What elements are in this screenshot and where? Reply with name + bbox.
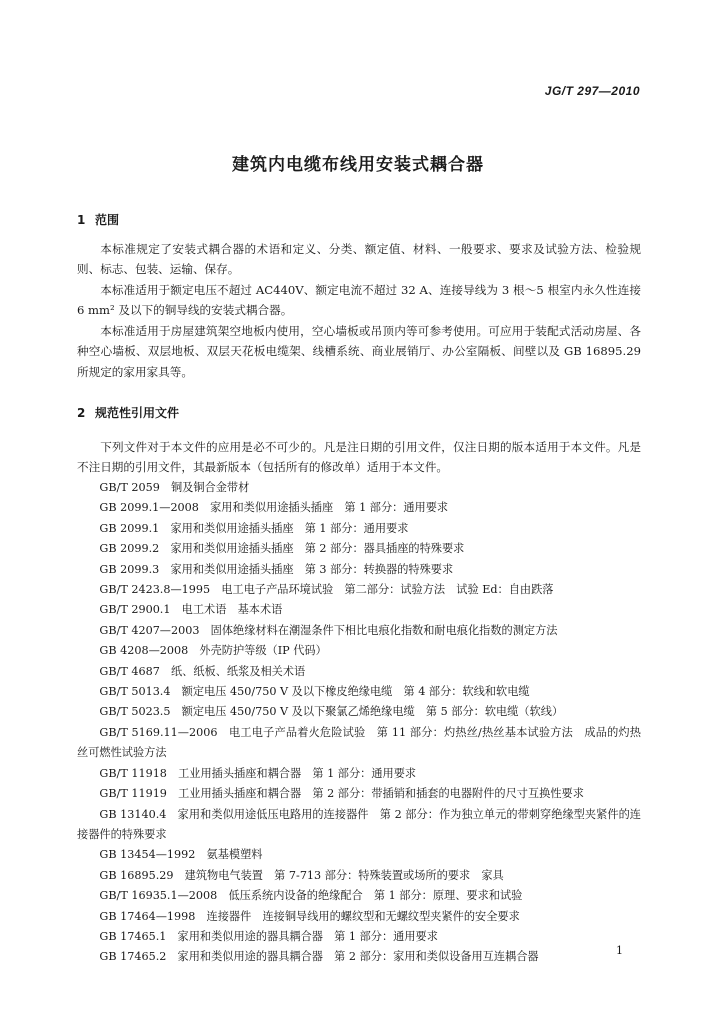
paragraph: 本标准规定了安装式耦合器的术语和定义、分类、额定值、材料、一般要求、要求及试验方法、检验规则、标志、包装、运输、保存。: [77, 242, 641, 277]
standard-code: JG/T 297—2010: [544, 84, 640, 98]
reference-item: GB 4208—2008 外壳防护等级（IP 代码）: [99, 644, 327, 658]
reference-item: GB/T 4207—2003 固体绝缘材料在潮湿条件下相比电痕化指数和耐电痕化指数的测定方法: [99, 623, 558, 637]
reference-item: GB 2099.1—2008 家用和类似用途插头插座 第 1 部分：通用要求: [99, 501, 449, 515]
reference-item: GB/T 5013.4 额定电压 450/750 V 及以下橡皮绝缘电缆 第 4 部分：软线和软电缆: [99, 685, 530, 699]
section-number: 2: [77, 406, 86, 420]
page-number: 1: [616, 944, 623, 957]
reference-item: GB/T 11918 工业用插头插座和耦合器 第 1 部分：通用要求: [99, 766, 417, 780]
reference-item: GB 17465.2 家用和类似用途的器具耦合器 第 2 部分：家用和类似设备用互连耦合器: [99, 950, 539, 964]
reference-list: [77, 478, 641, 968]
reference-item: GB 2099.2 家用和类似用途插头插座 第 2 部分：器具插座的特殊要求: [99, 542, 465, 556]
section-heading-normative-references: [77, 404, 179, 421]
reference-item: GB 2099.3 家用和类似用途插头插座 第 3 部分：转换器的特殊要求: [99, 562, 454, 576]
reference-item: GB 13140.4 家用和类似用途低压电路用的连接器件 第 2 部分：作为独立单元的带刺穿绝缘型夹紧件的连接器件的特殊要求: [77, 807, 641, 841]
reference-item: GB/T 2900.1 电工术语 基本术语: [99, 603, 283, 617]
paragraph: 下列文件对于本文件的应用是必不可少的。凡是注日期的引用文件，仅注日期的版本适用于本文件。凡是不注日期的引用文件，其最新版本（包括所有的修改单）适用于本文件。: [77, 440, 641, 475]
reference-item: GB 16895.29 建筑物电气装置 第 7-713 部分：特殊装置或场所的要求 家具: [99, 868, 504, 882]
section-number: 1: [77, 213, 86, 227]
reference-item: GB 13454—1992 氨基模塑料: [99, 848, 263, 862]
reference-item: GB/T 2059 铜及铜合金带材: [99, 481, 250, 494]
section-title: 规范性引用文件: [95, 406, 180, 420]
paragraph: 本标准适用于房屋建筑架空地板内使用，空心墙板或吊顶内等可参考使用。可应用于装配式活动房屋、各种空心墙板、双层地板、双层天花板电缆架、线槽系统、商业展销厅、办公室隔板、间壁以及 GB 16895.29 所规定的家用家具等。: [77, 324, 641, 379]
section-heading-scope: [77, 211, 119, 228]
reference-item: GB/T 2423.8—1995 电工电子产品环境试验 第二部分：试验方法 试验 Ed：自由跌落: [99, 583, 554, 597]
reference-item: GB 17464—1998 连接器件 连接铜导线用的螺纹型和无螺纹型夹紧件的安全要求: [99, 909, 520, 923]
reference-item: GB 17465.1 家用和类似用途的器具耦合器 第 1 部分：通用要求: [99, 929, 438, 943]
paragraph: 本标准适用于额定电压不超过 AC440V、额定电流不超过 32 A、连接导线为 3 根～5 根室内永久性连接 6 mm² 及以下的铜导线的安装式耦合器。: [77, 283, 641, 318]
document-title: 建筑内电缆布线用安装式耦合器: [232, 155, 484, 175]
reference-item: GB/T 11919 工业用插头插座和耦合器 第 2 部分：带插销和插套的电器附件的尺寸互换性要求: [99, 787, 584, 801]
reference-item: GB/T 4687 纸、纸板、纸浆及相关术语: [99, 664, 306, 678]
reference-item: GB/T 5023.5 额定电压 450/750 V 及以下聚氯乙烯绝缘电缆 第 5 部分：软电缆（软线）: [99, 705, 564, 719]
reference-item: GB/T 16935.1—2008 低压系统内设备的绝缘配合 第 1 部分：原理、要求和试验: [99, 889, 523, 903]
reference-item: GB 2099.1 家用和类似用途插头插座 第 1 部分：通用要求: [99, 521, 409, 535]
reference-item: GB/T 5169.11—2006 电工电子产品着火危险试验 第 11 部分：灼热丝/热丝基本试验方法 成品的灼热丝可燃性试验方法: [77, 725, 641, 760]
section-title: 范围: [95, 213, 120, 227]
